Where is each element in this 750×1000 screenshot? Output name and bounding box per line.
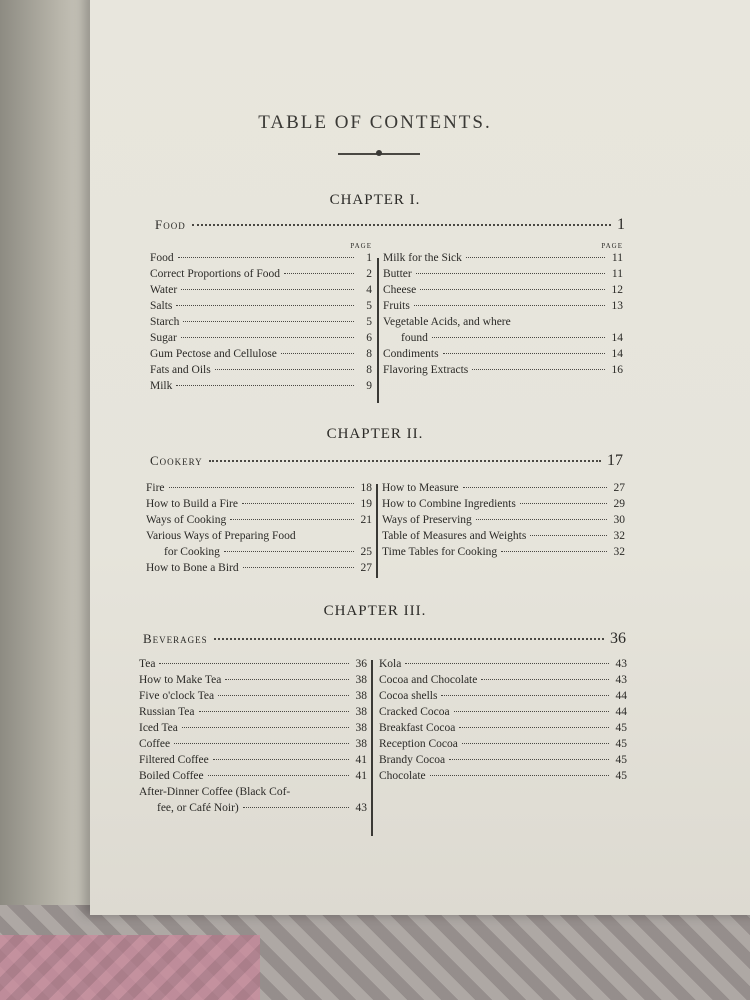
toc-entry-row: [150, 364, 372, 380]
toc-entry-label: Ways of Preserving: [382, 514, 472, 526]
toc-entry-row: [379, 770, 627, 786]
toc-entry-page: 6: [366, 332, 372, 344]
leader-dots: [215, 369, 354, 370]
toc-entry-row: [382, 530, 625, 546]
toc-entry-row: [139, 754, 367, 770]
chapter-1-column-divider: [377, 258, 379, 403]
toc-entry-page: 5: [366, 300, 372, 312]
toc-entry-row: [146, 482, 372, 498]
toc-entry-label: Water: [150, 284, 178, 296]
toc-entry-row: [139, 690, 367, 706]
toc-entry-page: 41: [355, 754, 367, 766]
leader-dots: [176, 305, 354, 306]
toc-entry-label: Gum Pectose and Cellulose: [150, 348, 277, 360]
chapter-2-major-entry: [150, 452, 623, 470]
toc-entry-row: [379, 690, 627, 706]
toc-entry-label: Salts: [150, 300, 173, 312]
toc-entry-label: Correct Proportions of Food: [150, 268, 281, 280]
toc-entry-page: 1: [366, 252, 372, 264]
toc-entry-row: [139, 674, 367, 690]
chapter-2-right-column: [382, 482, 625, 562]
chapter-3-left-column: [139, 658, 367, 818]
leader-dots: [459, 727, 609, 728]
leader-dots: [181, 337, 354, 338]
leader-dots: [218, 695, 349, 696]
toc-entry-row: [383, 332, 623, 348]
toc-entry-label: Milk for the Sick: [383, 252, 462, 264]
toc-entry-row: [379, 738, 627, 754]
toc-entry-label: Cocoa and Chocolate: [379, 674, 478, 686]
toc-entry-label: Condiments: [383, 348, 439, 360]
leader-dots: [420, 289, 605, 290]
toc-entry-page: 45: [615, 722, 627, 734]
tablecloth-pattern: [0, 935, 260, 1000]
toc-entry-page: 8: [366, 348, 372, 360]
toc-entry-label: Boiled Coffee: [139, 770, 204, 782]
leader-dots: [183, 321, 354, 322]
toc-entry-row: [383, 268, 623, 284]
leader-dots: [463, 487, 607, 488]
chapter-3-right-column: [379, 658, 627, 786]
toc-entry-label: Food: [150, 252, 174, 264]
toc-entry-label: Ways of Cooking: [146, 514, 227, 526]
leader-dots: [476, 519, 607, 520]
toc-entry-page: 32: [613, 530, 625, 542]
toc-entry-row: [379, 658, 627, 674]
toc-entry-label: Reception Cocoa: [379, 738, 458, 750]
toc-entry-page: 14: [611, 348, 623, 360]
toc-entry-page: 13: [611, 300, 623, 312]
toc-entry-label-cont: for Cooking: [164, 546, 220, 558]
toc-entry-row: [379, 674, 627, 690]
toc-entry-page: 43: [355, 802, 367, 814]
toc-entry-row: [383, 348, 623, 364]
toc-entry-row: [139, 770, 367, 786]
major-page: 17: [607, 452, 623, 469]
leader-dots: [176, 385, 354, 386]
toc-entry-row: [150, 332, 372, 348]
toc-entry-row: [150, 252, 372, 268]
toc-entry-label: Cocoa shells: [379, 690, 438, 702]
toc-entry-page: 38: [355, 738, 367, 750]
toc-entry-label: Fire: [146, 482, 165, 494]
leader-dots: [159, 663, 349, 664]
toc-entry-page: 27: [360, 562, 372, 574]
toc-entry-label: How to Combine Ingredients: [382, 498, 516, 510]
toc-entry-label: Fats and Oils: [150, 364, 211, 376]
toc-entry-row: [379, 706, 627, 722]
toc-entry-page: 30: [613, 514, 625, 526]
toc-entry-label: Filtered Coffee: [139, 754, 209, 766]
leader-dots: [416, 273, 605, 274]
toc-entry-row: [382, 514, 625, 530]
toc-entry-page: 27: [613, 482, 625, 494]
leader-dots: [213, 759, 349, 760]
toc-entry-page: 21: [360, 514, 372, 526]
leader-dots: [405, 663, 609, 664]
toc-entry-label: Starch: [150, 316, 180, 328]
toc-entry-label: Vegetable Acids, and where: [383, 316, 511, 328]
toc-entry-label: How to Make Tea: [139, 674, 222, 686]
toc-entry-label: Time Tables for Cooking: [382, 546, 498, 558]
toc-entry-page: 14: [611, 332, 623, 344]
toc-entry-page: 45: [615, 738, 627, 750]
toc-entry-row: [150, 380, 372, 396]
leader-dots: [178, 257, 354, 258]
toc-entry-row: [146, 514, 372, 530]
toc-entry-label-cont: found: [401, 332, 428, 344]
toc-entry-label: Cracked Cocoa: [379, 706, 450, 718]
toc-entry-page: 2: [366, 268, 372, 280]
toc-entry-row: [146, 530, 372, 546]
toc-entry-page: 38: [355, 706, 367, 718]
leader-dots: [414, 305, 605, 306]
leader-dots: [481, 679, 609, 680]
toc-entry-label: Iced Tea: [139, 722, 178, 734]
toc-entry-row: [139, 786, 367, 802]
leader-dots: [441, 695, 609, 696]
toc-entry-page: 9: [366, 380, 372, 392]
toc-entry-row: [139, 802, 367, 818]
toc-entry-label: Table of Measures and Weights: [382, 530, 527, 542]
toc-entry-page: 11: [611, 268, 623, 280]
toc-entry-row: [382, 482, 625, 498]
toc-entry-page: 12: [611, 284, 623, 296]
title-ornament: [338, 148, 420, 158]
toc-entry-page: 45: [615, 770, 627, 782]
toc-entry-label: Various Ways of Preparing Food: [146, 530, 296, 542]
leader-dots: [530, 535, 607, 536]
toc-entry-label: Tea: [139, 658, 156, 670]
toc-entry-page: 38: [355, 674, 367, 686]
toc-entry-label: Coffee: [139, 738, 171, 750]
leader-dots: [181, 289, 354, 290]
toc-entry-label: Chocolate: [379, 770, 426, 782]
toc-entry-label: After-Dinner Coffee (Black Cof-: [139, 786, 291, 798]
leader-dots: [449, 759, 609, 760]
leader-dots: [225, 679, 349, 680]
toc-entry-label: Butter: [383, 268, 412, 280]
toc-entry-row: [150, 316, 372, 332]
toc-entry-label: How to Build a Fire: [146, 498, 238, 510]
major-page: 36: [610, 630, 626, 647]
toc-entry-row: [150, 268, 372, 284]
toc-entry-label: Five o'clock Tea: [139, 690, 215, 702]
leader-dots: [432, 337, 605, 338]
toc-entry-row: [383, 316, 623, 332]
toc-entry-row: [383, 252, 623, 268]
backdrop: [0, 0, 100, 1000]
leader-dots: [243, 567, 354, 568]
toc-entry-page: 5: [366, 316, 372, 328]
toc-entry-page: 11: [611, 252, 623, 264]
toc-entry-row: [146, 546, 372, 562]
toc-entry-row: [146, 562, 372, 578]
toc-entry-row: [146, 498, 372, 514]
toc-entry-label: Russian Tea: [139, 706, 195, 718]
chapter-2-column-divider: [376, 484, 378, 578]
toc-entry-label: Kola: [379, 658, 402, 670]
page-column-header: PAGE: [601, 242, 623, 250]
leader-dots: [501, 551, 607, 552]
toc-entry-page: 25: [360, 546, 372, 558]
leader-dots: [454, 711, 609, 712]
leader-dots: [462, 743, 609, 744]
toc-entry-label: Sugar: [150, 332, 177, 344]
leader-dots: [284, 273, 354, 274]
toc-entry-page: 16: [611, 364, 623, 376]
toc-entry-label-cont: fee, or Café Noir): [157, 802, 239, 814]
toc-entry-row: [382, 546, 625, 562]
toc-entry-page: 8: [366, 364, 372, 376]
leader-dots: [430, 775, 609, 776]
toc-entry-row: [379, 754, 627, 770]
toc-entry-page: 38: [355, 690, 367, 702]
leader-dots: [520, 503, 607, 504]
toc-entry-row: [383, 364, 623, 380]
toc-entry-label: Milk: [150, 380, 173, 392]
toc-entry-row: [150, 300, 372, 316]
major-label: Food: [155, 217, 186, 232]
leader-dots: [169, 487, 354, 488]
toc-entry-page: 36: [355, 658, 367, 670]
toc-entry-row: [150, 284, 372, 300]
leader-dots: [182, 727, 349, 728]
page-column-header: PAGE: [350, 242, 372, 250]
chapter-3-heading: CHAPTER III.: [323, 603, 427, 619]
chapter-1-left-column: [150, 242, 372, 396]
chapter-1-heading: CHAPTER I.: [329, 192, 421, 208]
leader-dots: [230, 519, 354, 520]
toc-entry-row: [382, 498, 625, 514]
toc-entry-label: Flavoring Extracts: [383, 364, 469, 376]
leader-dots: [224, 551, 354, 552]
toc-entry-page: 19: [360, 498, 372, 510]
leader-dots: [174, 743, 349, 744]
toc-entry-page: 41: [355, 770, 367, 782]
major-label: Beverages: [143, 631, 208, 646]
toc-entry-row: [139, 706, 367, 722]
ornament-dot: [376, 150, 382, 156]
leader-dots: [214, 638, 604, 640]
chapter-2-heading: CHAPTER II.: [326, 426, 424, 442]
chapter-3-major-entry: [143, 630, 626, 648]
leader-dots: [208, 775, 349, 776]
leader-dots: [243, 807, 349, 808]
leader-dots: [199, 711, 349, 712]
chapter-2-left-column: [146, 482, 372, 578]
toc-entry-page: 44: [615, 690, 627, 702]
leader-dots: [192, 224, 611, 226]
page-title: TABLE OF CONTENTS.: [258, 112, 492, 133]
toc-entry-row: [150, 348, 372, 364]
toc-entry-page: 4: [366, 284, 372, 296]
toc-entry-page: 45: [615, 754, 627, 766]
toc-entry-label: Cheese: [383, 284, 417, 296]
toc-entry-label: Breakfast Cocoa: [379, 722, 456, 734]
toc-entry-page: 44: [615, 706, 627, 718]
toc-entry-page: 18: [360, 482, 372, 494]
toc-entry-row: [139, 722, 367, 738]
toc-entry-page: 43: [615, 674, 627, 686]
leader-dots: [242, 503, 354, 504]
toc-entry-row: [383, 300, 623, 316]
chapter-3-column-divider: [371, 660, 373, 836]
toc-entry-page: 43: [615, 658, 627, 670]
chapter-1-major-entry: [155, 216, 625, 234]
leader-dots: [209, 460, 601, 462]
toc-entry-row: [139, 738, 367, 754]
leader-dots: [466, 257, 605, 258]
toc-entry-label: How to Measure: [382, 482, 459, 494]
toc-entry-row: [383, 284, 623, 300]
leader-dots: [281, 353, 354, 354]
toc-entry-row: [379, 722, 627, 738]
major-page: 1: [617, 216, 625, 233]
toc-entry-page: 29: [613, 498, 625, 510]
toc-entry-label: How to Bone a Bird: [146, 562, 239, 574]
toc-entry-page: 38: [355, 722, 367, 734]
toc-entry-row: [139, 658, 367, 674]
toc-entry-label: Fruits: [383, 300, 410, 312]
chapter-1-right-column: [383, 242, 623, 380]
toc-entry-label: Brandy Cocoa: [379, 754, 446, 766]
leader-dots: [443, 353, 605, 354]
toc-entry-page: 32: [613, 546, 625, 558]
major-label: Cookery: [150, 453, 203, 468]
leader-dots: [472, 369, 605, 370]
